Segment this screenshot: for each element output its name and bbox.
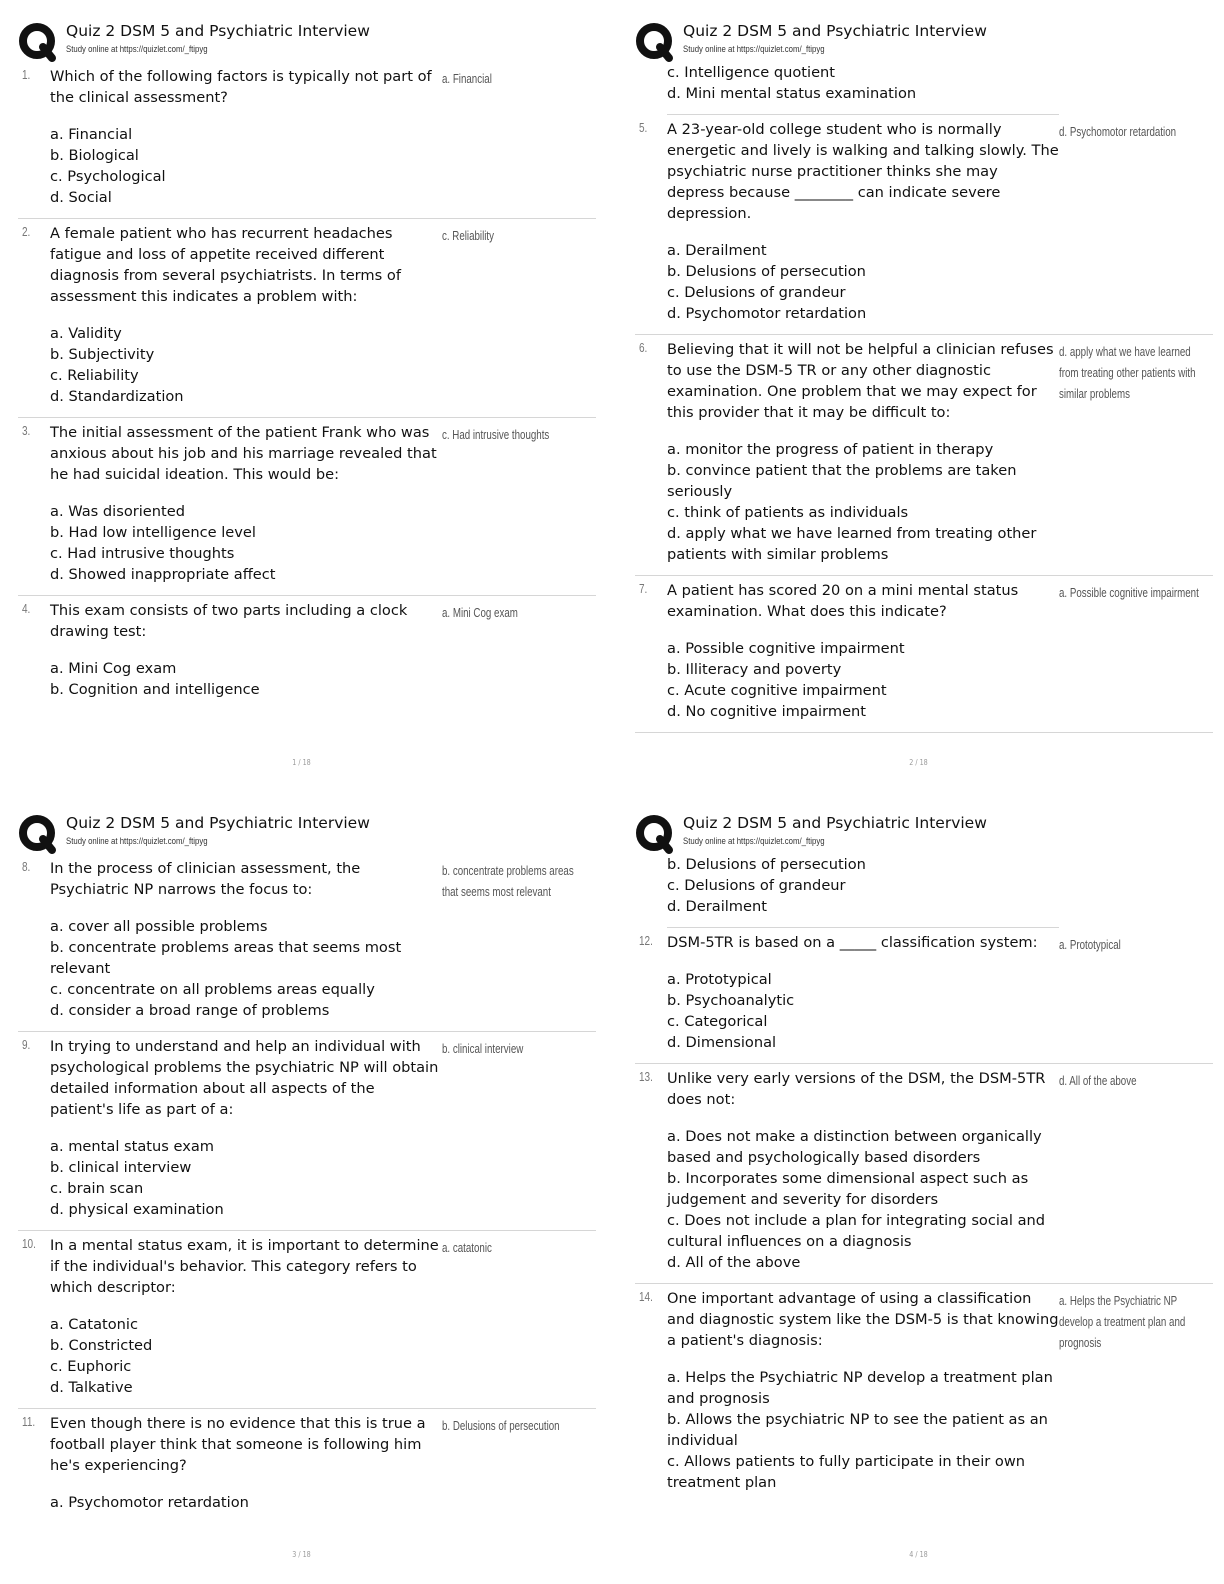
option: a. Psychomotor retardation: [50, 1494, 249, 1511]
options-list: [50, 1136, 442, 1220]
answer-text: a. Helps the Psychiatric NP develop a treatment plan and prognosis: [1059, 1294, 1186, 1350]
answer-text: c. Reliability: [442, 229, 495, 243]
option: d. Mini mental status examination: [667, 85, 917, 102]
option: d. Standardization: [50, 388, 184, 405]
quizlet-logo-icon: [635, 22, 675, 62]
question-card: [635, 928, 1213, 1064]
option: b. Delusions of persecution: [667, 263, 866, 280]
answer-text: d. apply what we have learned from treating other patients with similar problems: [1059, 345, 1196, 401]
question-number: 8.: [22, 860, 31, 874]
options-list: [50, 658, 442, 700]
answer-text: a. Financial: [442, 72, 492, 86]
option: a. Catatonic: [50, 1316, 138, 1333]
page-title: Quiz 2 DSM 5 and Psychiatric Interview: [66, 22, 370, 40]
answer-text: b. Delusions of persecution: [442, 1419, 560, 1433]
page-number: 4 / 18: [909, 1550, 928, 1559]
option: d. physical examination: [50, 1201, 224, 1218]
answer-text: b. concentrate problems areas that seems most relevant: [442, 864, 574, 899]
page-content: [18, 854, 596, 1523]
question-number: 14.: [639, 1290, 653, 1304]
option: d. consider a broad range of problems: [50, 1002, 330, 1019]
quizlet-logo-icon: [18, 22, 58, 62]
option: d. Social: [50, 189, 112, 206]
page-content: [635, 62, 1213, 733]
question-number: 3.: [22, 424, 31, 438]
option: c. Acute cognitive impairment: [667, 682, 887, 699]
question-text: In trying to understand and help an individual with psychological problems the psychiatric NP will obtain detailed information about all aspects of the patient's life as part of a:: [50, 1038, 439, 1118]
question-number: 1.: [22, 68, 31, 82]
option: d. apply what we have learned from treating other patients with similar problems: [667, 525, 1037, 563]
option: d. Derailment: [667, 898, 767, 915]
page-content: [18, 62, 596, 710]
page-title: Quiz 2 DSM 5 and Psychiatric Interview: [683, 814, 987, 832]
option: b. Allows the psychiatric NP to see the patient as an individual: [667, 1411, 1048, 1449]
question-card: [18, 1032, 596, 1231]
option: a. cover all possible problems: [50, 918, 268, 935]
question-card: [18, 1409, 596, 1523]
page-title: Quiz 2 DSM 5 and Psychiatric Interview: [683, 22, 987, 40]
question-number: 12.: [639, 934, 653, 948]
option: c. Delusions of grandeur: [667, 284, 846, 301]
question-text: A female patient who has recurrent headaches fatigue and loss of appetite received different diagnosis from several psychiatrists. In terms of assessment this indicates a problem with:: [50, 225, 401, 305]
quizlet-logo-icon: [635, 814, 675, 854]
option: d. No cognitive impairment: [667, 703, 867, 720]
option: a. Mini Cog exam: [50, 660, 177, 677]
question-card: [635, 1064, 1213, 1284]
page-title: Quiz 2 DSM 5 and Psychiatric Interview: [66, 814, 370, 832]
question-text: Even though there is no evidence that this is true a football player think that someone is following him he's experiencing?: [50, 1415, 426, 1474]
option: b. Had low intelligence level: [50, 524, 256, 541]
question-number: 9.: [22, 1038, 31, 1052]
option: c. Psychological: [50, 168, 166, 185]
page-number: 1 / 18: [292, 758, 311, 767]
answer-text: d. All of the above: [1059, 1074, 1137, 1088]
page-subtitle: Study online at https://quizlet.com/_ftipyg: [683, 836, 825, 847]
question-text: Which of the following factors is typically not part of the clinical assessment?: [50, 68, 432, 106]
question-card: [635, 115, 1213, 335]
option: c. Categorical: [667, 1013, 768, 1030]
option: a. mental status exam: [50, 1138, 215, 1155]
answer-text: b. clinical interview: [442, 1042, 524, 1056]
options-list: [667, 969, 1059, 1053]
question-card: [18, 596, 596, 710]
option: b. convince patient that the problems are taken seriously: [667, 462, 1017, 500]
option: c. Delusions of grandeur: [667, 877, 846, 894]
question-card: [18, 62, 596, 219]
options-list: [50, 124, 442, 208]
question-card: [18, 854, 596, 1032]
options-list: [667, 638, 1059, 722]
options-list: [667, 439, 1059, 565]
option: b. Constricted: [50, 1337, 153, 1354]
option: a. Prototypical: [667, 971, 772, 988]
question-number: 11.: [22, 1415, 36, 1429]
option: c. Allows patients to fully participate in their own treatment plan: [667, 1453, 1026, 1491]
option: d. Showed inappropriate affect: [50, 566, 276, 583]
option: a. Helps the Psychiatric NP develop a treatment plan and prognosis: [667, 1369, 1053, 1407]
continued-options: [667, 854, 1059, 928]
question-text: One important advantage of using a classification and diagnostic system like the DSM-5 is that knowing a patient's diagnosis:: [667, 1290, 1059, 1349]
question-text: This exam consists of two parts including a clock drawing test:: [50, 602, 408, 640]
page-number: 2 / 18: [909, 758, 928, 767]
answer-text: a. Possible cognitive impairment: [1059, 586, 1199, 600]
option: c. Reliability: [50, 367, 139, 384]
option: d. Dimensional: [667, 1034, 777, 1051]
option: c. Does not include a plan for integrating social and cultural influences on a diagnosis: [667, 1212, 1046, 1250]
question-number: 10.: [22, 1237, 36, 1251]
question-card: [635, 335, 1213, 576]
question-card: [18, 418, 596, 596]
options-list: [50, 1314, 442, 1398]
answer-text: c. Had intrusive thoughts: [442, 428, 550, 442]
answer-text: a. catatonic: [442, 1241, 492, 1255]
option: c. brain scan: [50, 1180, 144, 1197]
question-number: 2.: [22, 225, 31, 239]
option: b. Biological: [50, 147, 139, 164]
options-list: [50, 916, 442, 1021]
question-number: 5.: [639, 121, 648, 135]
page-content: [635, 854, 1213, 1503]
option: d. Psychomotor retardation: [667, 305, 867, 322]
page-2: [635, 20, 1213, 790]
option: d. All of the above: [667, 1254, 801, 1271]
page-3: [18, 812, 596, 1582]
question-number: 13.: [639, 1070, 653, 1084]
question-text: In the process of clinician assessment, the Psychiatric NP narrows the focus to:: [50, 860, 361, 898]
quizlet-logo-icon: [18, 814, 58, 854]
options-list: [667, 1126, 1059, 1273]
option: b. concentrate problems areas that seems most relevant: [50, 939, 402, 977]
option: b. Illiteracy and poverty: [667, 661, 842, 678]
question-card: [635, 576, 1213, 733]
options-list: [50, 1492, 442, 1513]
question-card: [18, 1231, 596, 1409]
options-list: [50, 501, 442, 585]
option: c. concentrate on all problems areas equally: [50, 981, 375, 998]
answer-text: d. Psychomotor retardation: [1059, 125, 1177, 139]
question-text: Unlike very early versions of the DSM, the DSM-5TR does not:: [667, 1070, 1046, 1108]
question-text: The initial assessment of the patient Frank who was anxious about his job and his marriage revealed that he had suicidal ideation. This would be:: [50, 424, 437, 483]
option: b. Subjectivity: [50, 346, 155, 363]
option: c. Euphoric: [50, 1358, 132, 1375]
option: b. Cognition and intelligence: [50, 681, 260, 698]
question-text: Believing that it will not be helpful a clinician refuses to use the DSM-5 TR or any other diagnostic examination. One problem that we may expect for this provider that it may be difficult to:: [667, 341, 1054, 421]
question-text: A 23-year-old college student who is normally energetic and lively is walking and talking slowly. The psychiatric nurse practitioner thinks she may depress because ________ can indicate severe depression.: [667, 121, 1059, 222]
option: c. think of patients as individuals: [667, 504, 909, 521]
option: c. Intelligence quotient: [667, 64, 836, 81]
options-list: [667, 1367, 1059, 1493]
answer-text: a. Prototypical: [1059, 938, 1121, 952]
page-subtitle: Study online at https://quizlet.com/_ftipyg: [66, 836, 208, 847]
option: a. Possible cognitive impairment: [667, 640, 905, 657]
option: a. Derailment: [667, 242, 767, 259]
question-text: DSM-5TR is based on a _____ classification system:: [667, 934, 1038, 951]
option: b. Delusions of persecution: [667, 856, 866, 873]
page-1: [18, 20, 596, 790]
option: a. Was disoriented: [50, 503, 185, 520]
question-number: 6.: [639, 341, 648, 355]
question-text: A patient has scored 20 on a mini mental status examination. What does this indicate?: [667, 582, 1019, 620]
option: a. Validity: [50, 325, 122, 342]
option: b. Psychoanalytic: [667, 992, 795, 1009]
question-card: [635, 1284, 1213, 1503]
page-subtitle: Study online at https://quizlet.com/_ftipyg: [683, 44, 825, 55]
question-number: 7.: [639, 582, 648, 596]
continued-options: [667, 62, 1059, 115]
option: a. monitor the progress of patient in therapy: [667, 441, 994, 458]
option: c. Had intrusive thoughts: [50, 545, 235, 562]
option: d. Talkative: [50, 1379, 133, 1396]
question-number: 4.: [22, 602, 31, 616]
question-card: [18, 219, 596, 418]
page-4: [635, 812, 1213, 1582]
option: b. Incorporates some dimensional aspect such as judgement and severity for disorders: [667, 1170, 1029, 1208]
option: b. clinical interview: [50, 1159, 192, 1176]
options-list: [667, 240, 1059, 324]
page-subtitle: Study online at https://quizlet.com/_ftipyg: [66, 44, 208, 55]
question-text: In a mental status exam, it is important to determine if the individual's behavior. This category refers to which descriptor:: [50, 1237, 439, 1296]
option: a. Financial: [50, 126, 133, 143]
options-list: [50, 323, 442, 407]
page-number: 3 / 18: [292, 1550, 311, 1559]
option: a. Does not make a distinction between organically based and psychologically based disorders: [667, 1128, 1042, 1166]
answer-text: a. Mini Cog exam: [442, 606, 518, 620]
